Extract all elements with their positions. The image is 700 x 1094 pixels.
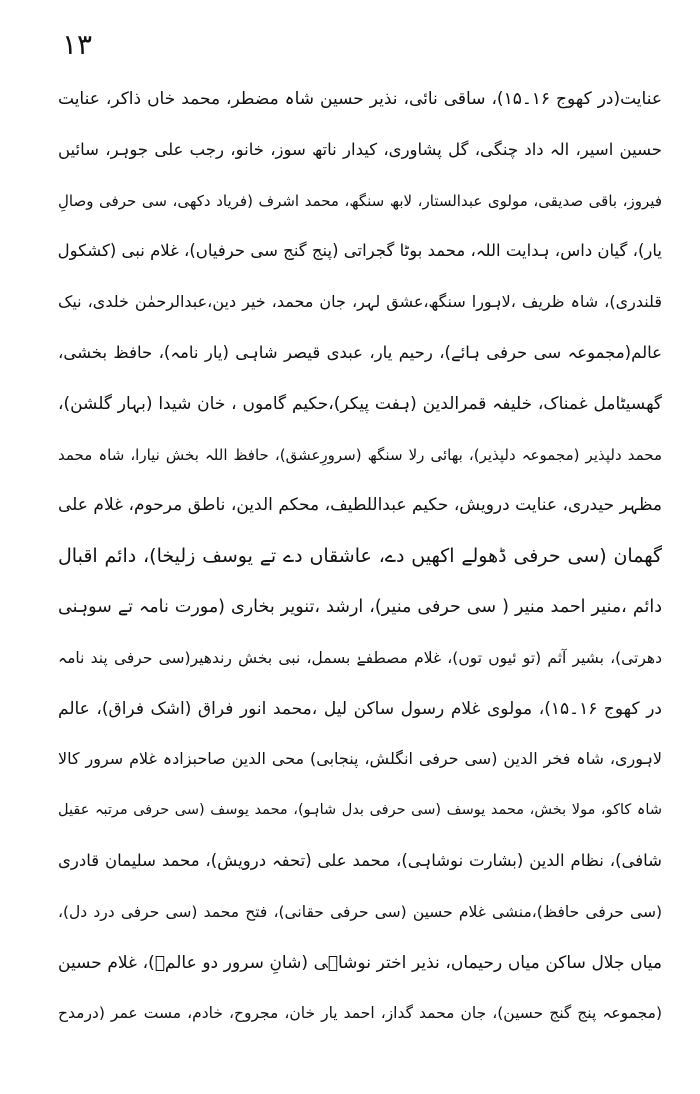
text-line: محمد دلپذیر (مجموعہ دلپذیر)، بھائی رلا سنگھ (سرورِعشق)، حافظ اللہ بخش نیارا، شاہ محمد [58, 445, 662, 464]
text-line: عنایت(در کھوج ۱۶۔۱۵)، ساقی نائی، نذیر حسین شاہ مضطر، محمد خاں ذاکر، عنایت [58, 89, 662, 109]
body-text [58, 74, 662, 1039]
text-line: مظہر حیدری، عنایت درویش، حکیم عبداللطیف، محکم الدین، ناطق مرحوم، غلام علی [58, 495, 662, 516]
text-line: فیروز، باقی صدیقی، مولوی عبدالستار، لابھ سنگھ، محمد اشرف (فریاد دکھی، سی حرفی وصالِ [58, 191, 662, 210]
text-line: لاہوری، شاہ فخر الدین (سی حرفی انگلش، پنجابی) محی الدین صاحبزادہ غلام سرور کالا [58, 749, 662, 769]
text-line: گھسیٹامل غمناک، خلیفہ قمرالدین (ہفت پیکر)،حکیم گاموں ، خان شیدا (بہار گلشن)، [58, 393, 662, 414]
text-line: یار)، گیان داس، ہدایت اللہ، محمد بوٹا گجراتی (پنج گنج سی حرفیاں)، غلام نبی (کشکول [57, 241, 662, 261]
text-line: میاں جلال ساکن میاں رحیماں، نذیر اختر نوشاہی (شانِ سرور دو عالمؐ)، غلام حسین [58, 952, 662, 973]
text-line: شافی)، نظام الدین (بشارت نوشاہی)، محمد علی (تحفہ درویش)، محمد سلیمان قادری [58, 850, 662, 870]
text-line: حسین اسیر، الہ داد چنگی، گل پشاوری، کیدار ناتھ سوز، خانو، رجب علی جوہر، سائیں [58, 139, 662, 159]
page-number: ۱۳ [62, 28, 93, 61]
text-line: گھمان (سی حرفی ڈھولے اکھیں دے، عاشقاں دے تے یوسف زلیخا)، دائم اقبال [58, 545, 662, 568]
text-line: دھرتی)، بشیر آثم (تو ئیوں توں)، غلام مصطفےٰ بسمل، نبی بخش رندھیر(سی حرفی پند نامہ [58, 648, 662, 667]
text-line: عالم(مجموعہ سی حرفی ہائے)، رحیم یار، عبدی قیصر شاہی (یار نامہ)، حافظ بخشی، [58, 342, 662, 362]
text-line: (مجموعہ پنج گنج حسین)، جان محمد گداز، احمد یار خان، مجروح، خادم، مست عمر (درمدح [58, 1004, 662, 1023]
text-line: در کھوج ۱۶۔۱۵)، مولوی غلام رسول ساکن لیل ،محمد انور فراق (اشک فراق)، عالم [58, 698, 662, 719]
text-line: شاہ کاکو، مولا بخش، محمد یوسف (سی حرفی بدل شاہو)، محمد یوسف (سی حرفی مرتبہ عقیل [58, 802, 662, 819]
text-line: قلندری)، شاہ ظریف ،لاہورا سنگھ،عشق لہر، جان محمد، خیر دین،عبدالرحمٰن خلدی، نیک [58, 292, 662, 312]
text-line: دائم ،منیر احمد منیر ( سی حرفی منیر)، ارشد ،تنویر بخاری (مورت نامہ تے سوہنی [58, 596, 662, 617]
text-line: (سی حرفی حافظ)،منشی غلام حسین (سی حرفی حقانی)، فتح محمد (سی حرفی درد دل)، [58, 902, 662, 921]
